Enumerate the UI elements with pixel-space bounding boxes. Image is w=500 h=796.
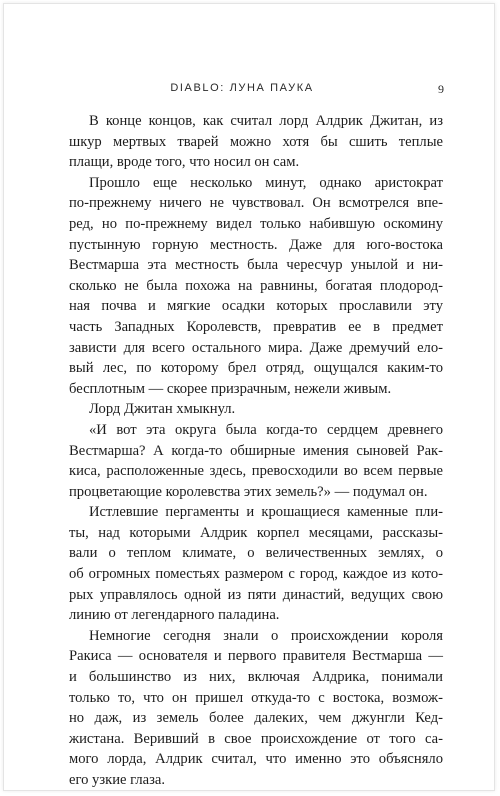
text-line: Вестмарша? А когда-то обширные имения сыновей Рак-	[69, 442, 443, 459]
text-line: ты, над которыми Алдрик корпел месяцами, рассказы-	[69, 524, 443, 541]
body-text	[69, 111, 443, 791]
text-line: процветающие королевства этих земель?» — подумал он.	[69, 483, 428, 500]
text-line: сколько не была похожа на равнины, богатая плодород-	[69, 277, 443, 294]
paragraph	[69, 111, 443, 173]
paragraph	[69, 399, 443, 420]
text-line: ред, но по-прежнему видел только набившую оскомину	[69, 215, 443, 232]
text-line: Вестмарша эта местность была чересчур унылой и ни-	[69, 257, 443, 274]
text-line: Немногие сегодня знали о происхождении короля	[89, 627, 443, 644]
text-line: шкур мертвых тварей можно хотя бы сшить теплые	[69, 133, 443, 150]
text-line: Ракиса — основателя и первого правителя Вестмарша —	[69, 648, 443, 665]
text-line: рых управлялось одной из пяти династий, ведущих свою	[69, 586, 443, 603]
text-line: Истлевшие пергаменты и крошащиеся каменные пли-	[89, 504, 443, 521]
paragraph	[69, 420, 443, 502]
page-number: 9	[438, 82, 444, 96]
text-line: В конце концов, как считал лорд Алдрик Джитан, из	[89, 113, 443, 129]
text-line: киса, расположенные здесь, превосходили во всем первые	[69, 463, 443, 480]
text-line: но даж, из земель более далеких, чем джунгли Кед-	[69, 710, 443, 727]
text-line: и большинство из них, включая Алдрика, понимали	[69, 669, 443, 686]
text-line: вали о теплом климате, о величественных землях, о	[69, 545, 443, 562]
running-title: DIABLO: ЛУНА ПАУКА	[170, 82, 314, 94]
text-line: жистана. Веривший в свое происхождение от того са-	[69, 730, 443, 747]
text-line: Прошло еще несколько минут, однако аристократ	[89, 174, 443, 191]
page-header	[60, 82, 444, 98]
paragraph	[69, 173, 443, 400]
text-line: зависти для всего остального мира. Даже дремучий ело-	[69, 339, 443, 356]
text-line: пустынную горную местность. Даже для юго-востока	[69, 236, 443, 253]
paragraph	[69, 502, 443, 626]
text-line: по-прежнему ничего не чувствовал. Он всмотрелся впе-	[69, 195, 443, 212]
text-line: только то, что он пришел откуда-то с востока, возмож-	[69, 689, 443, 706]
text-line: бесплотным — скорее призрачным, нежели живым.	[69, 380, 392, 397]
text-line: «И вот эта округа была когда-то сердцем древнего	[89, 421, 443, 438]
text-line: Лорд Джитан хмыкнул.	[89, 401, 236, 418]
text-line: вый лес, по которому брел отряд, ощущался каким-то	[69, 360, 443, 377]
text-line: плащи, вроде того, что носил он сам.	[69, 154, 300, 171]
text-line: линию от легендарного паладина.	[69, 607, 280, 624]
paragraph	[69, 626, 443, 791]
text-line: ная почва и мягкие осадки которых прославили эту	[69, 298, 443, 315]
text-line: часть Западных Королевств, превратив ее в предмет	[69, 318, 443, 335]
text-line: об огромных поместьях размером с город, каждое из кото-	[69, 566, 443, 583]
text-line: его узкие глаза.	[69, 772, 166, 788]
text-line: мого лорда, Алдрик считал, что именно это объясняло	[69, 751, 443, 768]
